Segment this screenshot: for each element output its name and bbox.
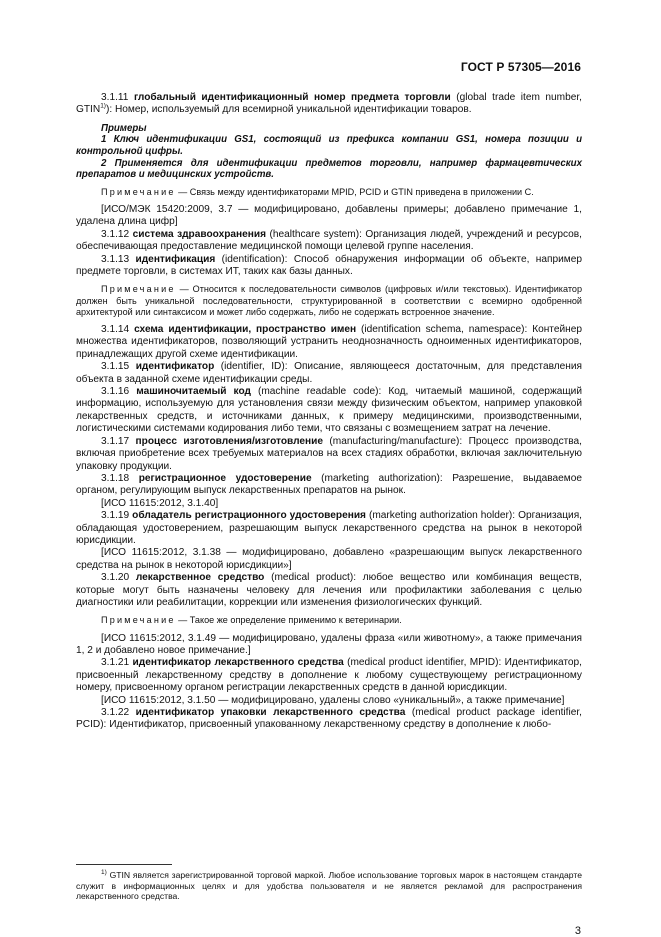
standard-header: ГОСТ Р 57305—2016	[460, 60, 581, 74]
reference-3-1-11: [ИСО/МЭК 15420:2009, 3.7 — модифицировано, добавлены примеры; добавлено примечание 1, удалена длина цифр]	[76, 203, 582, 228]
term-3-1-20: 3.1.20 лекарственное средство (medical product): любое вещество или комбинация веществ, которые могут быть назначены человеку для лечения или профилактики заболевания с целью диагностики или реабилитации, коррекции или изменения физиологических функций.	[76, 572, 582, 608]
term-3-1-15: 3.1.15 идентификатор (identifier, ID): Описание, являющееся достаточным, для представления объекта в заданной схеме идентификации среды.	[76, 361, 582, 385]
example-1: 1 Ключ идентификации GS1, состоящий из префикса компании GS1, номера позиции и контрольной цифры.	[76, 134, 582, 157]
term-3-1-16: 3.1.16 машиночитаемый код (machine readable code): Код, читаемый машиной, содержащий информацию, используемую для установления связи между физическим объектом, например упаковкой лекарственных средств, и источниками данных, к примеру медицинскими, производственными, логистическими системами кодирования либо теми, что связаны с возмещением затрат на лечение.	[76, 386, 582, 435]
term-3-1-21: 3.1.21 идентификатор лекарственного средства (medical product identifier, MPID): Идентификатор, присвоенный лекарственному средству в дополнение к любому существующему регистрационному номеру, присвоенному органом регистрации лекарственных средств в данной юрисдикции.	[76, 657, 582, 694]
term-3-1-17: 3.1.17 процесс изготовления/изготовление (manufacturing/manufacture): Процесс производства, включая приобретение всех требуемых материалов на всех стадиях обработки, включая заключительную упаковку продукции.	[76, 435, 582, 472]
page-number: 3	[574, 925, 581, 937]
reference-3-1-19: [ИСО 11615:2012, 3.1.38 — модифицировано, добавлено «разрешающим выпуск лекарственного средства на рынок в некоторой юрисдикции»]	[76, 547, 582, 571]
reference-3-1-21: [ИСО 11615:2012, 3.1.50 — модифицировано, удалены слово «уникальный», а также примечание]	[101, 694, 565, 706]
footnote-divider	[76, 864, 172, 865]
examples-heading: Примеры	[101, 122, 147, 134]
note-2: Примечание — Относится к последовательности символов (цифровых и/или текстовых). Идентификатор должен быть уникальной последовательности, структурированной в соответствии с всемирно одобренной архитектурой или синтаксисом и может либо содержать, либо не содержать встроенное значение.	[76, 284, 582, 317]
reference-3-1-18: [ИСО 11615:2012, 3.1.40]	[101, 497, 219, 509]
term-3-1-13: 3.1.13 идентификация (identification): Способ обнаружения информации об объекте, например предмете торговли, в системах ИТ, таких как базы данных.	[76, 253, 582, 278]
term-3-1-14: 3.1.14 схема идентификации, пространство имен (identification schema, namespace): Контейнер множества идентификаторов, позволяющий устранить неоднозначность одноименных идентификаторов, принадлежащих другой схеме идентификации.	[76, 324, 582, 360]
term-3-1-18: 3.1.18 регистрационное удостоверение (marketing authorization): Разрешение, выдаваемое органом, регулирующим выпуск лекарственных препаратов на рынок.	[76, 472, 582, 497]
note-1: Примечание — Связь между идентификаторами MPID, PCID и GTIN приведена в приложении C.	[101, 186, 534, 197]
term-3-1-12: 3.1.12 система здравоохранения (healthcare system): Организация людей, учреждений и ресурсов, обеспечивающая предоставление медицинской помощи целевой группе населения.	[76, 228, 582, 253]
reference-3-1-20: [ИСО 11615:2012, 3.1.49 — модифицировано, удалены фраза «или животному», а также примечания 1, 2 и добавлено новое примечание.]	[76, 632, 582, 656]
term-3-1-11: 3.1.11 глобальный идентификационный номер предмета торговли (global trade item number, GTIN$^{1)}$): Номер, используемый для всемирной уникальной идентификации товаров.	[76, 92, 582, 116]
term-3-1-19: 3.1.19 обладатель регистрационного удостоверения (marketing authorization holder): Организация, обладающая удостоверением, разрешающим выпуск лекарственного средства на рынок в некоторой юрисдикции.	[76, 510, 582, 546]
note-3: Примечание — Такое же определение применимо к ветеринарии.	[101, 615, 402, 626]
document-body	[76, 92, 582, 732]
footnote: $^{1)}$ GTIN является зарегистрированной торговой маркой. Любое использование торговых марок в настоящем стандарте служит в информационных целях и для удобства пользователя и не является рекламой для распространения лекарственного средства.	[76, 869, 582, 901]
example-2: 2 Применяется для идентификации предметов торговли, например фармацевтических препаратов и медицинских устройств.	[76, 157, 582, 181]
term-3-1-22: 3.1.22 идентификатор упаковки лекарственного средства (medical product package identifier, PCID): Идентификатор, присвоенный упакованному лекарственному средству в дополнение к любо-	[76, 707, 582, 731]
